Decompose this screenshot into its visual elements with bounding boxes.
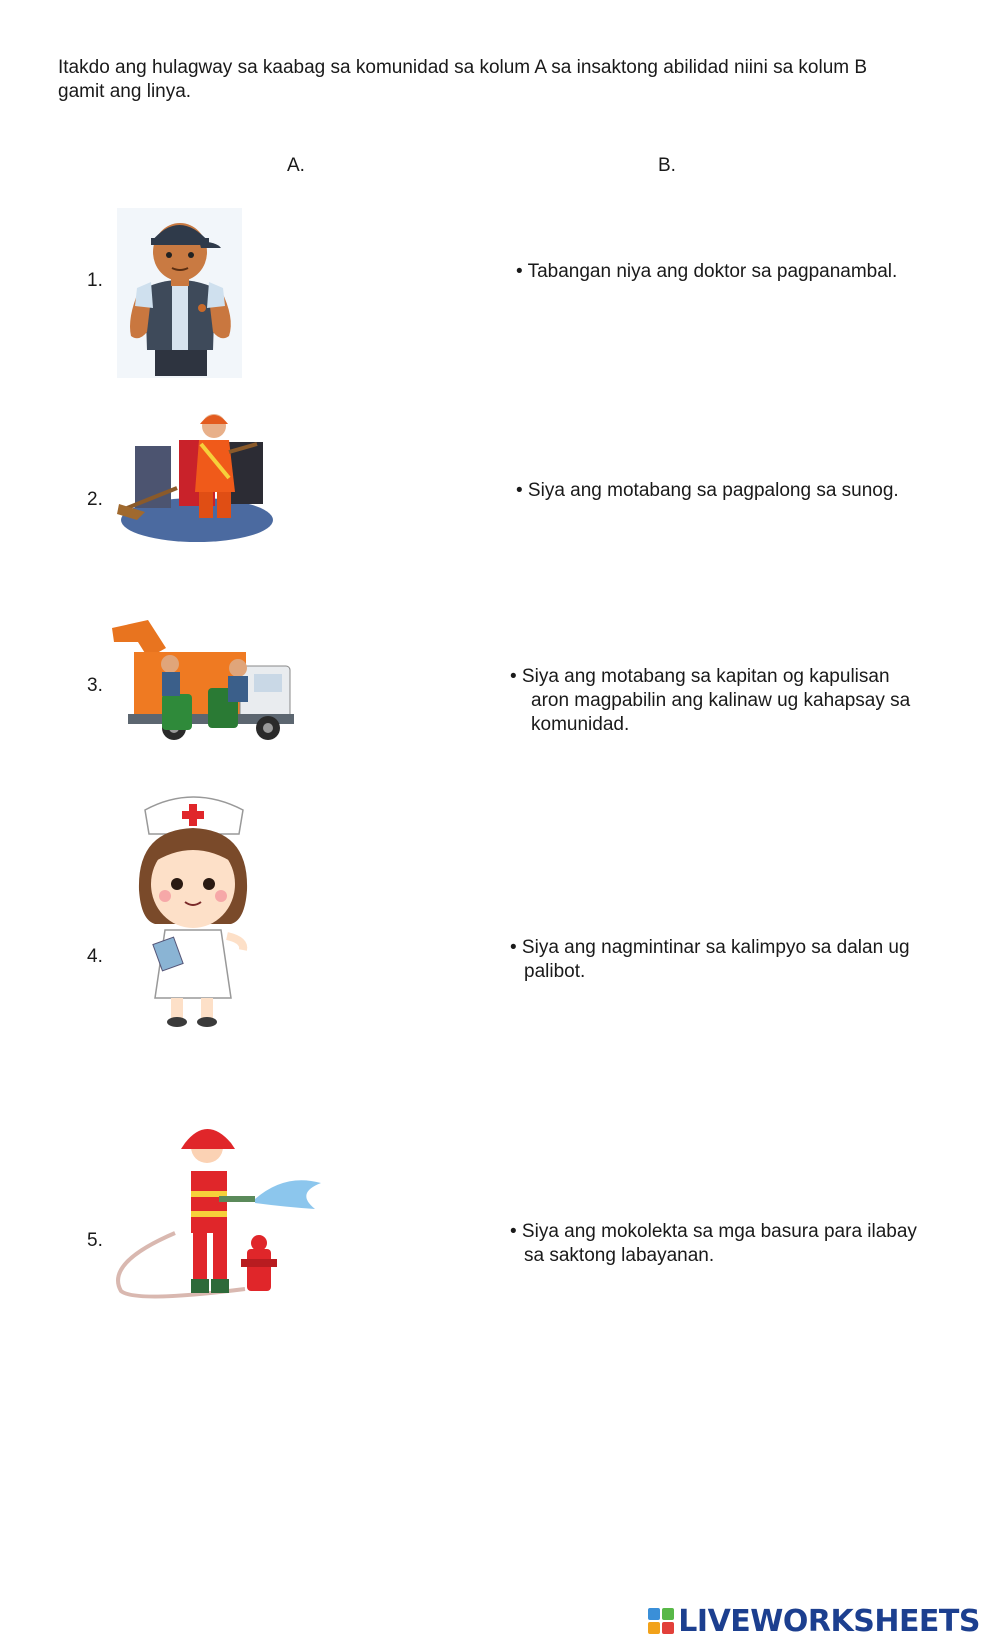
column-a-heading: A. bbox=[287, 155, 305, 176]
item-number-1: 1. bbox=[87, 270, 103, 291]
ability-2-line-1: • Siya ang motabang sa pagpalong sa sunog. bbox=[516, 480, 899, 501]
street-sweeper-icon[interactable] bbox=[117, 408, 277, 548]
ability-5-line-1: • Siya ang mokolekta sa mga basura para ilabay bbox=[510, 1221, 917, 1242]
instructions-line-1: Itakdo ang hulagway sa kaabag sa komunidad sa kolum A sa insaktong abilidad niini sa kolum B bbox=[58, 57, 868, 78]
ability-2 bbox=[516, 479, 899, 503]
firefighter-icon[interactable] bbox=[115, 1113, 325, 1313]
item-number-3: 3. bbox=[87, 675, 103, 696]
ability-4-line-1: • Siya ang nagmintinar sa kalimpyo sa dalan ug bbox=[510, 937, 910, 958]
ability-1 bbox=[516, 260, 897, 284]
ability-3 bbox=[510, 665, 910, 737]
ability-4 bbox=[510, 936, 910, 984]
liveworksheets-logo[interactable] bbox=[648, 1603, 980, 1639]
nurse-icon[interactable] bbox=[135, 790, 253, 1030]
liveworksheets-logo-icon bbox=[648, 1608, 674, 1634]
ability-5-line-2: sa saktong labayanan. bbox=[524, 1245, 715, 1266]
item-number-2: 2. bbox=[87, 489, 103, 510]
tanod-icon[interactable] bbox=[117, 208, 242, 378]
column-b-heading: B. bbox=[658, 155, 676, 176]
ability-1-line-1: • Tabangan niya ang doktor sa pagpanambal. bbox=[516, 261, 898, 282]
ability-3-line-1: • Siya ang motabang sa kapitan og kapulisan bbox=[510, 666, 890, 687]
logo-text: LIVEWORKSHEETS bbox=[678, 1603, 980, 1639]
ability-3-line-3: komunidad. bbox=[531, 714, 630, 735]
item-number-4: 4. bbox=[87, 946, 103, 967]
item-number-5: 5. bbox=[87, 1230, 103, 1251]
garbage-collectors-truck-icon[interactable] bbox=[108, 618, 298, 748]
ability-3-line-2: aron magpabilin ang kalinaw ug kahapsay sa bbox=[531, 690, 911, 711]
ability-4-line-2: palibot. bbox=[524, 961, 586, 982]
instructions bbox=[58, 56, 918, 104]
ability-5 bbox=[510, 1220, 917, 1268]
instructions-line-2: gamit ang linya. bbox=[58, 81, 192, 102]
